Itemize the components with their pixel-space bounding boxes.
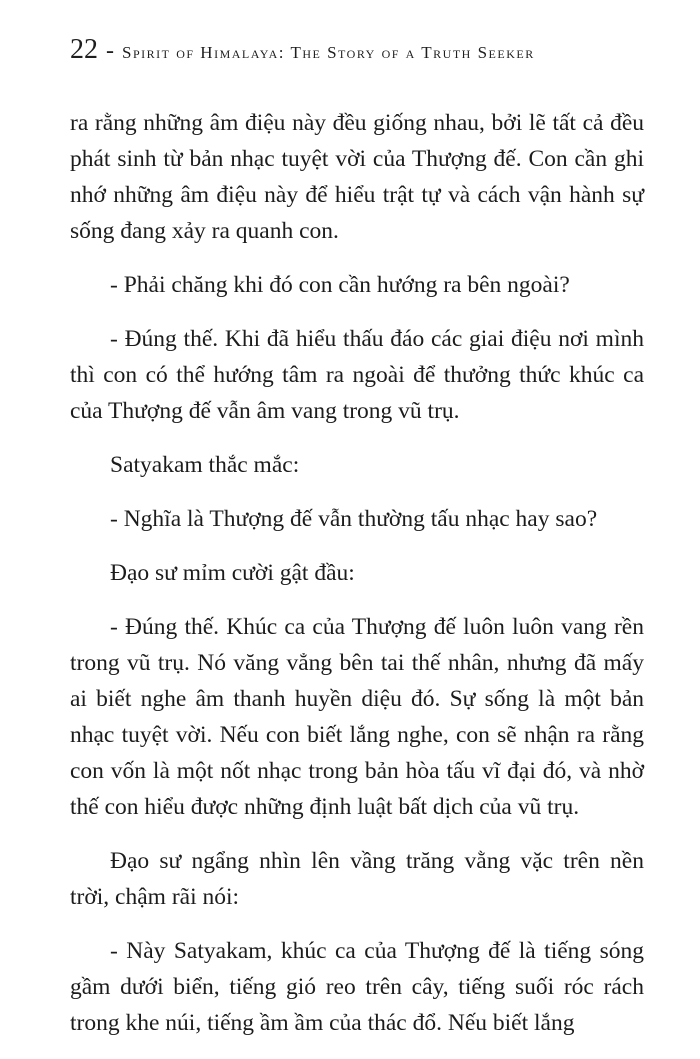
header-separator: - [106,38,114,64]
paragraph-song-of-god: - Đúng thế. Khúc ca của Thượng đế luôn luôn vang rền trong vũ trụ. Nó văng vẳng bên tai thế nhân, nhưng đã mấy ai biết nghe âm thanh huyền diệu đó. Sự sống là một bản nhạc tuyệt vời. Nếu con biết lắng nghe, con sẽ nhận ra rằng con vốn là một nốt nhạc trong bản hòa tấu vĩ đại đó, và nhờ thế con hiểu được những định luật bất dịch của vũ trụ. [70,614,644,820]
text-body [70,105,644,1059]
paragraph-master-looks-up: Đạo sư ngẩng nhìn lên vầng trăng vằng vặc trên nền trời, chậm rãi nói: [70,848,644,910]
paragraph-question: - Phải chăng khi đó con cần hướng ra bên ngoài? [110,272,570,298]
page-number: 22 [70,34,98,65]
book-title: Spirit of Himalaya: The Story of a Truth Seeker [122,43,535,62]
paragraph-question-music: - Nghĩa là Thượng đế vẫn thường tấu nhạc hay sao? [110,506,598,532]
paragraph-master-smiles: Đạo sư mỉm cười gật đầu: [110,560,355,586]
paragraph-satyakam-asks: Satyakam thắc mắc: [110,452,300,478]
running-header [70,30,650,70]
paragraph-satyakam-address: - Này Satyakam, khúc ca của Thượng đế là tiếng sóng gầm dưới biển, tiếng gió reo trên cây, tiếng suối róc rách trong khe núi, tiếng ầm ầm của thác đổ. Nếu biết lắng [70,938,644,1036]
paragraph-answer: - Đúng thế. Khi đã hiểu thấu đáo các giai điệu nơi mình thì con có thể hướng tâm ra ngoài để thưởng thức khúc ca của Thượng đế vẫn âm vang trong vũ trụ. [70,326,644,424]
paragraph-continuation: ra rằng những âm điệu này đều giống nhau, bởi lẽ tất cả đều phát sinh từ bản nhạc tuyệt vời của Thượng đế. Con cần ghi nhớ những âm điệu này để hiểu trật tự và cách vận hành sự sống đang xảy ra quanh con. [70,110,644,244]
